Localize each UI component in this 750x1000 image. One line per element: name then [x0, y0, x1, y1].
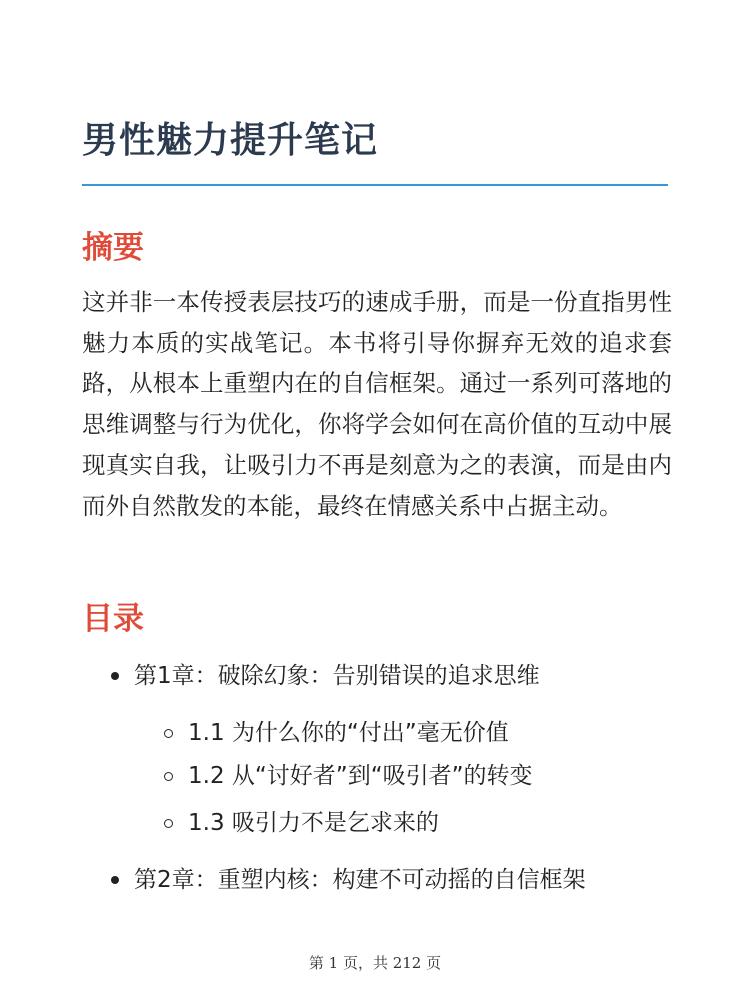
toc-section-1-1-label: 1.1 为什么你的“付出”毫无价值 — [188, 720, 509, 746]
toc-section-1-2[interactable] — [188, 761, 533, 791]
abstract-paragraph: 这并非一本传授表层技巧的速成手册，而是一份直指男性魅力本质的实战笔记。本书将引导你摒弃无效的追求套路，从根本上重塑内在的自信框架。通过一系列可落地的思维调整与行为优化，你将学会如何在高价值的互动中展现真实自我，让吸引力不再是刻意为之的表演，而是由内而外自然散发的本能，最终在情感关系中占据主动。 — [82, 288, 672, 520]
toc-chapter-2[interactable] — [134, 865, 586, 895]
toc-chapter-1[interactable] — [134, 661, 540, 691]
bullet-dot-icon — [111, 672, 119, 680]
bullet-circle-icon — [164, 772, 173, 781]
toc-section-1-3[interactable] — [188, 808, 439, 838]
bullet-dot-icon — [111, 876, 119, 884]
page-number-footer: 第 1 页，共 212 页 — [308, 954, 442, 972]
toc-section-1-1[interactable] — [188, 718, 509, 748]
toc-heading: 目录 — [82, 601, 144, 637]
toc-chapter-1-label: 第1章：破除幻象：告别错误的追求思维 — [134, 663, 540, 689]
page-title: 男性魅力提升笔记 — [82, 120, 379, 161]
toc-section-1-2-label: 1.2 从“讨好者”到“吸引者”的转变 — [188, 763, 533, 789]
title-divider — [82, 184, 668, 186]
toc-section-1-3-label: 1.3 吸引力不是乞求来的 — [188, 810, 439, 836]
bullet-circle-icon — [164, 729, 173, 738]
abstract-heading: 摘要 — [82, 230, 144, 266]
bullet-circle-icon — [164, 819, 173, 828]
toc-chapter-2-label: 第2章：重塑内核：构建不可动摇的自信框架 — [134, 867, 586, 893]
